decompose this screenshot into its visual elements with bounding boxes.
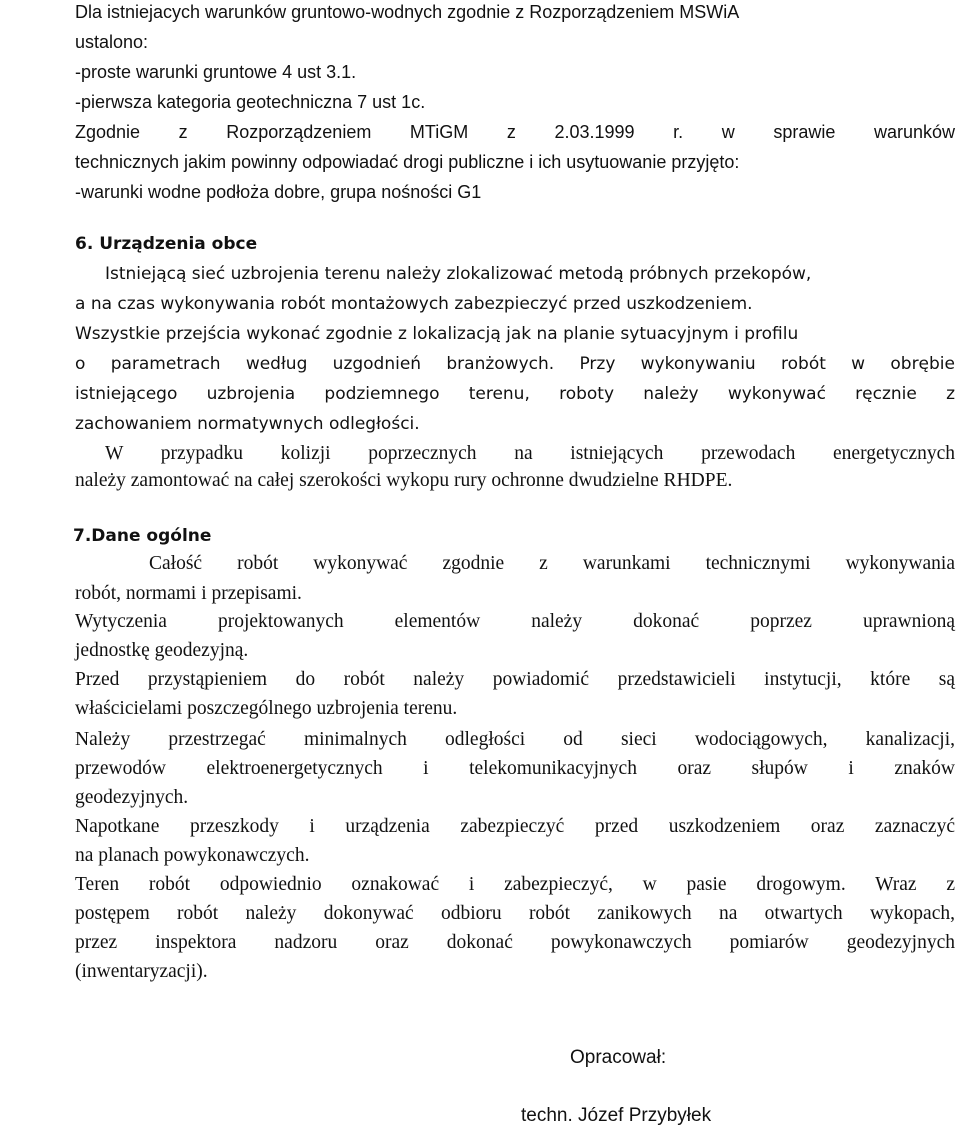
- section-6-line-4: o parametrach według uzgodnień branżowych. Przy wykonywaniu robót w obrębie: [75, 354, 955, 374]
- intro-line-5: Zgodnie z Rozporządzeniem MTiGM z 2.03.1999 r. w sprawie warunków: [75, 122, 955, 142]
- section-6-heading: 6. Urządzenia obce: [75, 234, 258, 254]
- section-6-line-2: a na czas wykonywania robót montażowych zabezpieczyć przed uszkodzeniem.: [75, 294, 753, 314]
- section-6-paragraph-2-line-1: W przypadku kolizji poprzecznych na istniejących przewodach energetycznych: [105, 443, 955, 464]
- section-7-line-15: (inwentaryzacji).: [75, 961, 208, 982]
- section-6-line-5: istniejącego uzbrojenia podziemnego terenu, roboty należy wykonywać ręcznie z: [75, 384, 955, 404]
- signature-name: techn. Józef Przybyłek: [521, 1105, 712, 1126]
- section-7-line-12: Teren robót odpowiednio oznakować i zabezpieczyć, w pasie drogowym. Wraz z: [75, 874, 955, 895]
- intro-line-1: Dla istniejacych warunków gruntowo-wodnych zgodnie z Rozporządzeniem MSWiA: [75, 2, 740, 22]
- section-7-line-14: przez inspektora nadzoru oraz dokonać powykonawczych pomiarów geodezyjnych: [75, 932, 955, 953]
- intro-line-6: technicznych jakim powinny odpowiadać drogi publiczne i ich usytuowanie przyjęto:: [75, 152, 740, 172]
- intro-line-3: -proste warunki gruntowe 4 ust 3.1.: [75, 62, 357, 82]
- section-7-line-2: robót, normami i przepisami.: [75, 583, 302, 604]
- intro-line-7: -warunki wodne podłoża dobre, grupa nośności G1: [75, 182, 482, 202]
- section-7-line-3: Wytyczenia projektowanych elementów należy dokonać poprzez uprawnioną: [75, 611, 955, 632]
- intro-line-4: -pierwsza kategoria geotechniczna 7 ust 1c.: [75, 92, 426, 112]
- section-7-line-8: przewodów elektroenergetycznych i telekomunikacyjnych oraz słupów i znaków: [75, 758, 955, 779]
- section-7-line-7: Należy przestrzegać minimalnych odległości od sieci wodociągowych, kanalizacji,: [75, 729, 955, 750]
- section-7-heading: 7.Dane ogólne: [73, 526, 212, 546]
- section-6-line-3: Wszystkie przejścia wykonać zgodnie z lokalizacją jak na planie sytuacyjnym i profilu: [75, 324, 799, 344]
- intro-line-2: ustalono:: [75, 32, 149, 52]
- section-6-line-6: zachowaniem normatywnych odległości.: [75, 414, 420, 434]
- section-6-line-1: Istniejącą sieć uzbrojenia terenu należy zlokalizować metodą próbnych przekopów,: [105, 264, 812, 284]
- section-7-line-5: Przed przystąpieniem do robót należy powiadomić przedstawicieli instytucji, które są: [75, 669, 955, 690]
- section-7-line-4: jednostkę geodezyjną.: [75, 640, 249, 661]
- section-7-line-13: postępem robót należy dokonywać odbioru robót zanikowych na otwartych wykopach,: [75, 903, 955, 924]
- section-6-paragraph-2-line-2: należy zamontować na całej szerokości wykopu rury ochronne dwudzielne RHDPE.: [75, 470, 733, 491]
- section-7-line-6: właścicielami poszczególnego uzbrojenia terenu.: [75, 698, 458, 719]
- signature-label: Opracował:: [570, 1047, 667, 1068]
- section-7-line-9: geodezyjnych.: [75, 787, 189, 808]
- section-7-line-10: Napotkane przeszkody i urządzenia zabezpieczyć przed uszkodzeniem oraz zaznaczyć: [75, 816, 955, 837]
- section-7-line-11: na planach powykonawczych.: [75, 845, 310, 866]
- section-7-line-1: Całość robót wykonywać zgodnie z warunkami technicznymi wykonywania: [149, 553, 955, 574]
